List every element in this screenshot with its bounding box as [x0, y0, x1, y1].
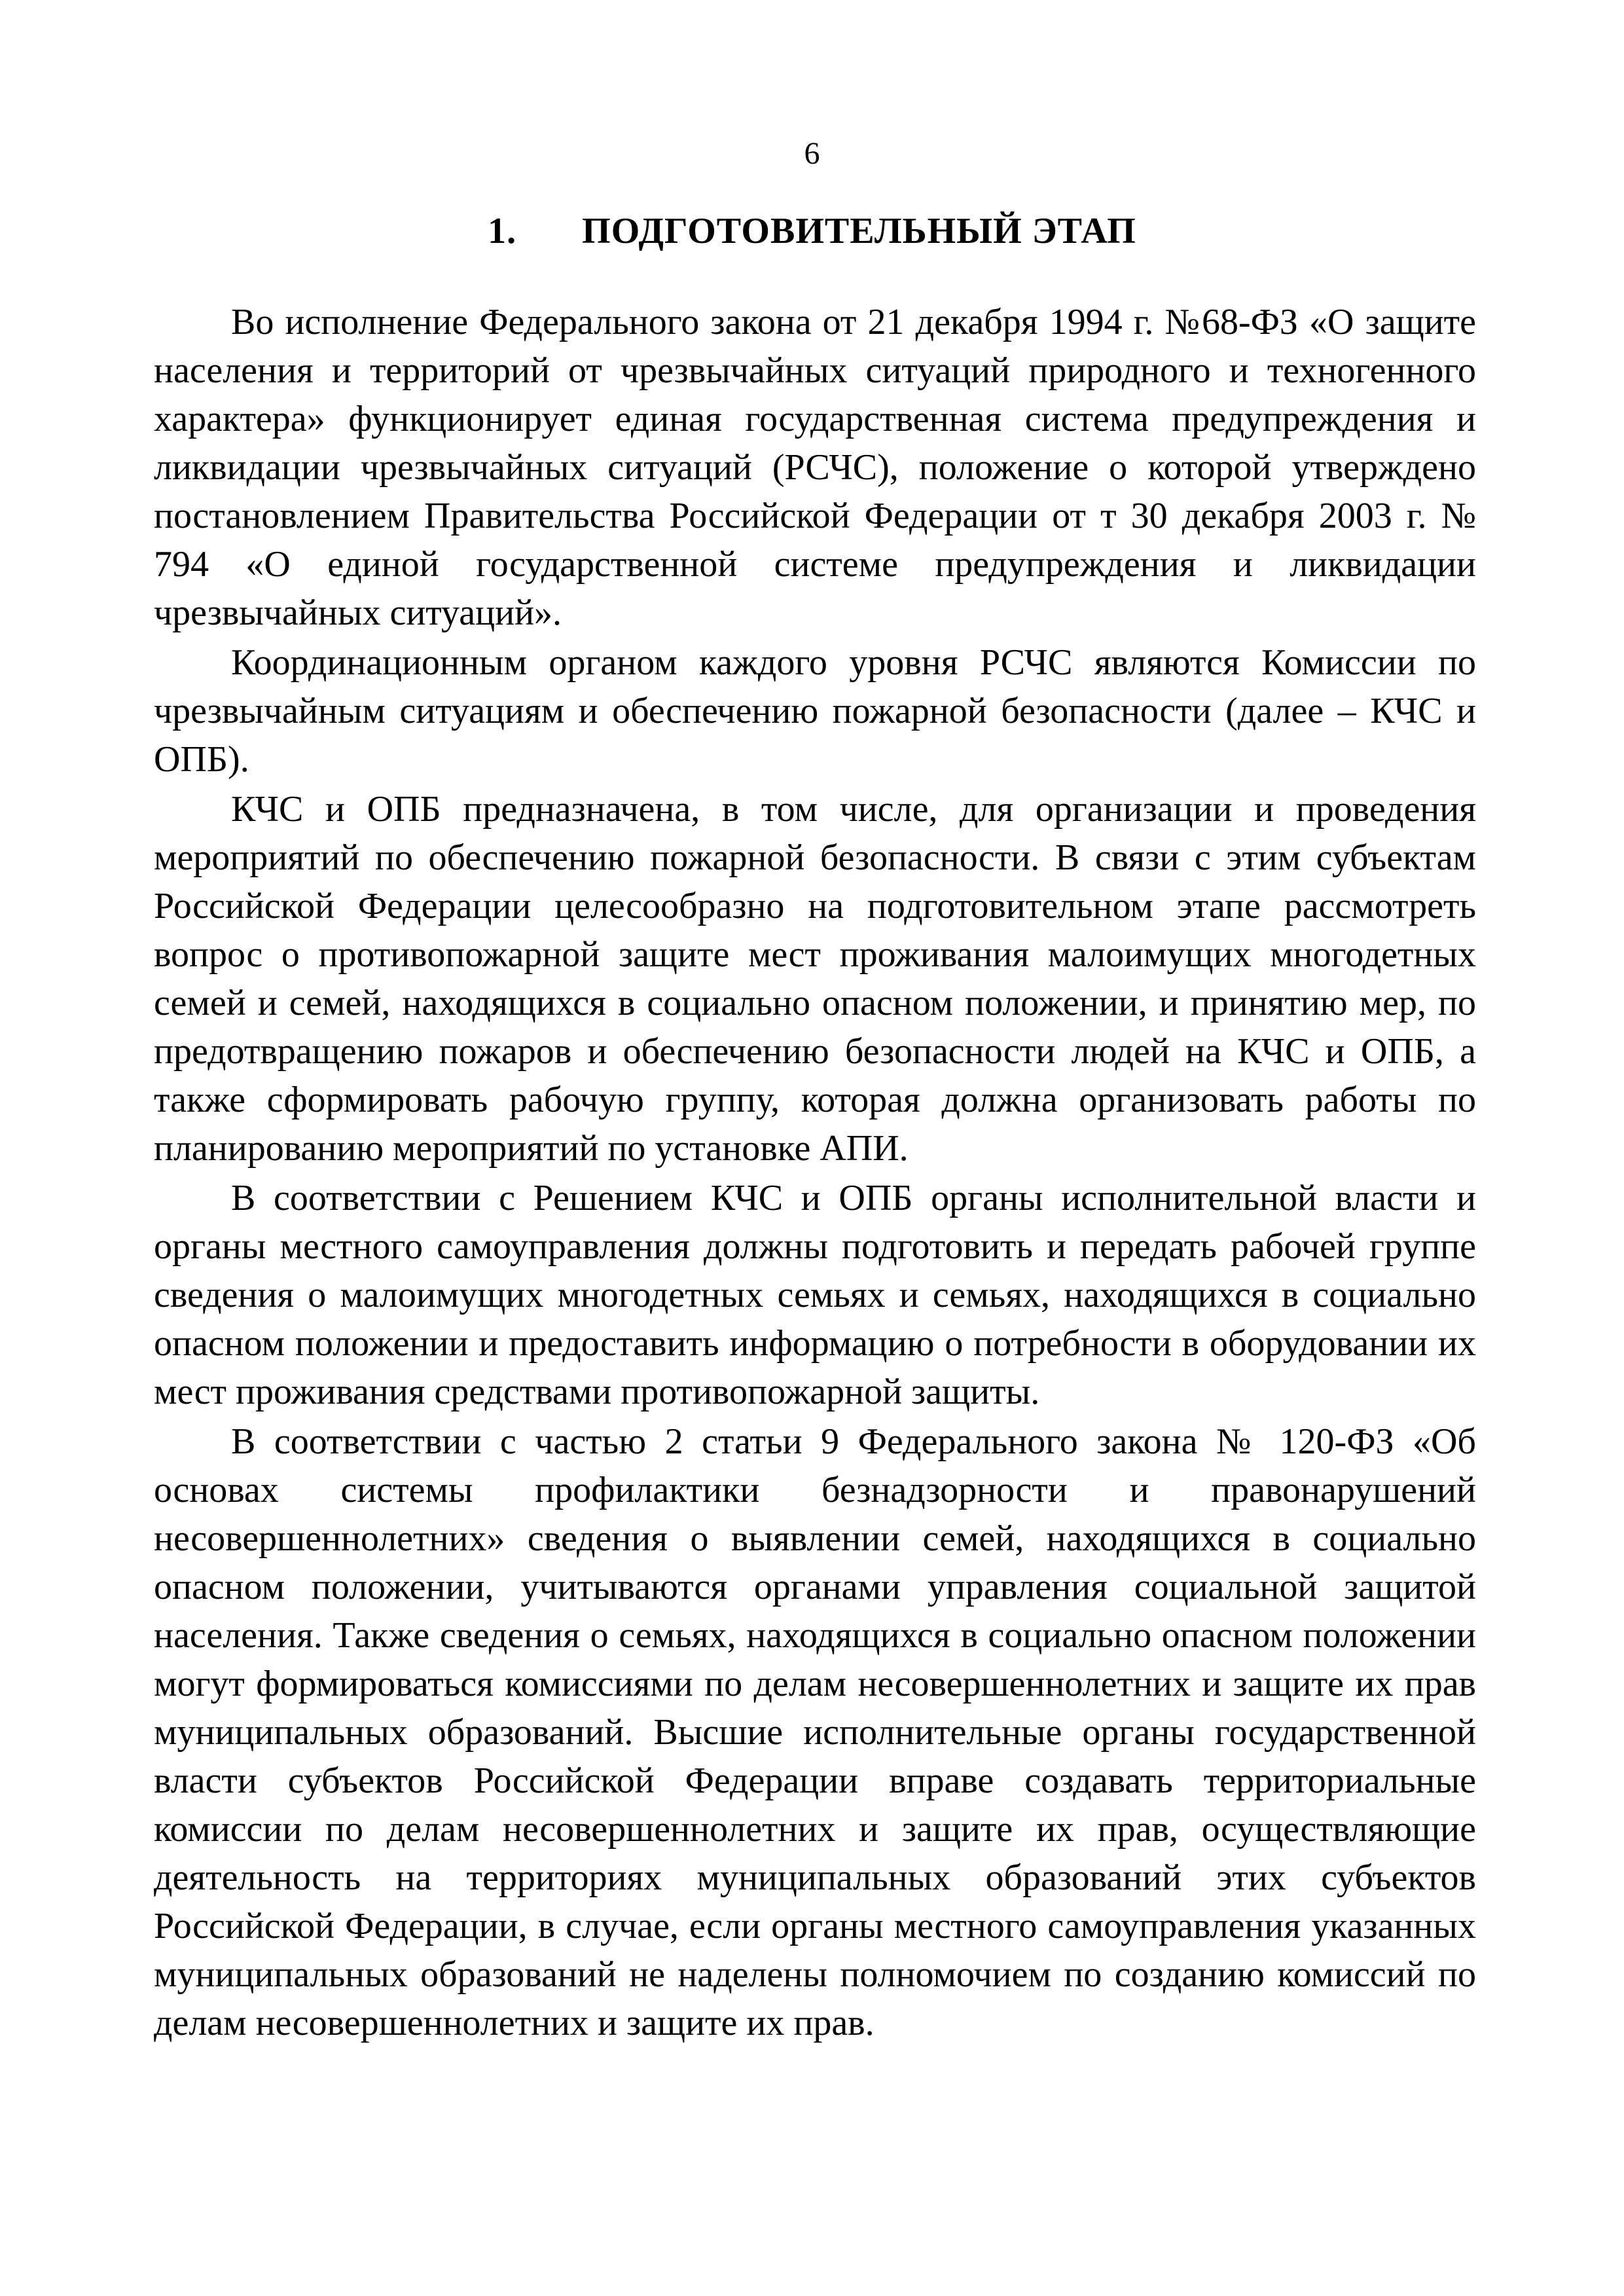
paragraph: Координационным органом каждого уровня РСЧС являются Комиссии по чрезвычайным ситуациям и обеспечению пожарной безопасности (далее – КЧС и ОПБ).: [154, 642, 1476, 780]
paragraph: В соответствии с частью 2 статьи 9 Федерального закона № 120-ФЗ «Об основах системы профилактики безнадзорности и правонарушений несовершеннолетних» сведения о выявлении семей, находящихся в социально опасном положении, учитываются органами управления социальной защитой населения. Также сведения о семьях, находящихся в социально опасном положении могут формироваться комиссиями по делам несовершеннолетних и защите их прав муниципальных образований. Высшие исполнительные органы государственной власти субъектов Российской Федерации вправе создавать территориальные комиссии по делам несовершеннолетних и защите их прав, осуществляющие деятельность на территориях муниципальных образований этих субъектов Российской Федерации, в случае, если органы местного самоуправления указанных муниципальных образований не наделены полномочием по созданию комиссий по делам несовершеннолетних и защите их прав.: [154, 1421, 1476, 2043]
paragraph: В соответствии с Решением КЧС и ОПБ органы исполнительной власти и органы местного самоуправления должны подготовить и передать рабочей группе сведения о малоимущих многодетных семьях и семьях, находящихся в социально опасном положении и предоставить информацию о потребности в оборудовании их мест проживания средствами противопожарной защиты.: [154, 1178, 1476, 1412]
page-number: 6: [804, 136, 820, 171]
paragraph: Во исполнение Федерального закона от 21 декабря 1994 г. №68-ФЗ «О защите населения и территорий от чрезвычайных ситуаций природного и техногенного характера» функционирует единая государственная система предупреждения и ликвидации чрезвычайных ситуаций (РСЧС), положение о которой утверждено постановлением Правительства Российской Федерации от т 30 декабря 2003 г. № 794 «О единой государственной системе предупреждения и ликвидации чрезвычайных ситуаций».: [154, 302, 1476, 633]
section-number: 1.: [488, 211, 517, 251]
paragraph: КЧС и ОПБ предназначена, в том числе, для организации и проведения мероприятий по обеспечению пожарной безопасности. В связи с этим субъектам Российской Федерации целесообразно на подготовительном этапе рассмотреть вопрос о противопожарной защите мест проживания малоимущих многодетных семей и семей, находящихся в социально опасном положении, и принятию мер, по предотвращению пожаров и обеспечению безопасности людей на КЧС и ОПБ, а также сформировать рабочую группу, которая должна организовать работы по планированию мероприятий по установке АПИ.: [154, 789, 1476, 1169]
document-body: [154, 298, 1476, 2047]
section-heading: [0, 208, 1624, 254]
section-title: ПОДГОТОВИТЕЛЬНЫЙ ЭТАП: [582, 211, 1136, 251]
